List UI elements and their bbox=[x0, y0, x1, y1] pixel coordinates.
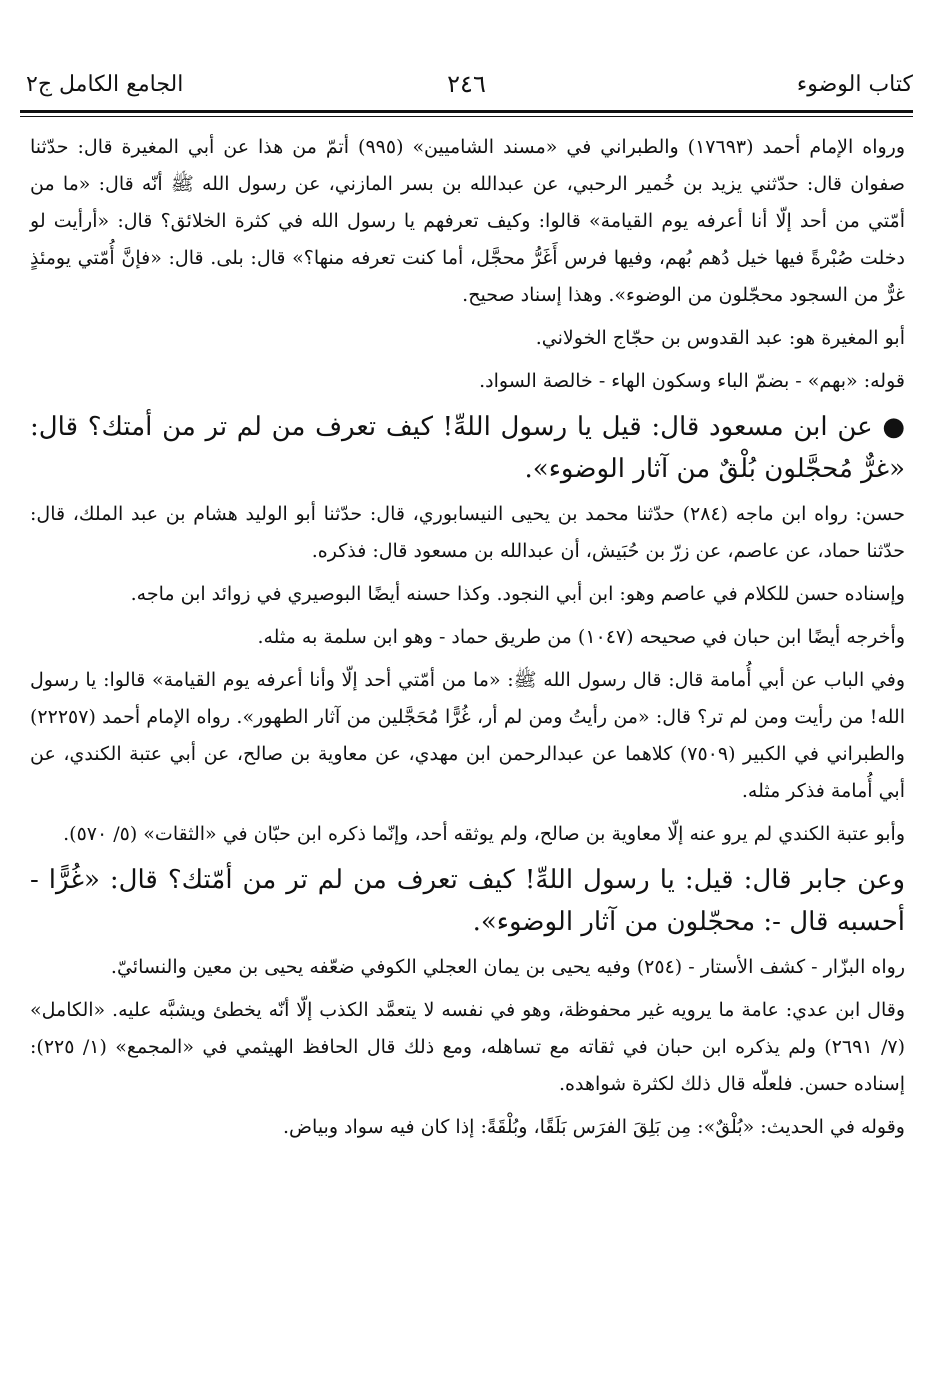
header-rule bbox=[20, 110, 913, 113]
paragraph: حسن: رواه ابن ماجه (٢٨٤) حدّثنا محمد بن يحيى النيسابوري، قال: حدّثنا أبو الوليد هشام بن عبد الملك، قال: حدّثنا حماد، عن عاصم، عن زرّ بن حُبَيش، أن عبدالله بن مسعود قال: فذكره. bbox=[30, 503, 905, 562]
paragraph: وقوله في الحديث: «بُلْقٌ»: مِن بَلِقَ الفرَس بَلَقًا، وبُلْقَةً: إذا كان فيه سواد وبياض. bbox=[283, 1116, 905, 1138]
paragraph: وإسناده حسن للكلام في عاصم وهو: ابن أبي النجود. وكذا حسنه أيضًا البوصيري في زوائد ابن ماجه. bbox=[130, 583, 905, 605]
paragraph: وفي الباب عن أبي أُمامة قال: قال رسول الله ﷺ: «ما من أمّتي أحد إلّا وأنا أعرفه يوم القيامة» قالوا: يا رسول الله! من رأيت ومن لم تر؟ قال: «من رأيتُ ومن لم أر، غُرًّا مُحَجَّلين من آثار الطهور». رواه الإمام أحمد (٢٢٢٥٧) والطبراني في الكبير (٧٥٠٩) كلاهما عن عبدالرحمن ابن مهدي، عن معاوية بن صالح، عن أبي عتبة الكندي، عن أبي أُمامة فذكر مثله. bbox=[30, 669, 905, 802]
paragraph: وقال ابن عدي: عامة ما يرويه غير محفوظة، وهو في نفسه لا يتعمَّد الكذب إلّا أنّه يخطئ ويشبَّه عليه. «الكامل» (٧/ ٢٦٩١) ولم يذكره ابن حبان في ثقاته مع تساهله، ومع ذلك قال الحافظ الهيثمي في «المجمع» (١/ ٢٢٥): إسناده حسن. فلعلّه قال ذلك لكثرة شواهده. bbox=[30, 999, 905, 1095]
book-title: كتاب الوضوء bbox=[796, 72, 913, 97]
paragraph: وأخرجه أيضًا ابن حبان في صحيحه (١٠٤٧) من طريق حماد - وهو ابن سلمة به مثله. bbox=[257, 626, 905, 648]
page-header bbox=[20, 60, 913, 108]
paragraph: ورواه الإمام أحمد (١٧٦٩٣) والطبراني في «مسند الشاميين» (٩٩٥) أتمّ من هذا عن أبي المغيرة قال: حدّثنا صفوان قال: حدّثني يزيد بن خُمير الرحبي، عن عبدالله بن بسر المازني، عن رسول الله ﷺ أنّه قال: «ما من أمّتي من أحد إلّا أنا أعرفه يوم القيامة» قالوا: وكيف تعرفهم يا رسول الله في كثرة الخلائق؟ قال: «أرأيت لو دخلت صُبْرةً فيها خيل دُهم بُهم، وفيها فرس أَغَرُّ محجَّل، أما كنت تعرفه منها؟» قال: بلى. قال: «فإنَّ أُمّتي يومئذٍ غرٌّ من السجود محجّلون من الوضوء». وهذا إسناد صحيح. bbox=[30, 136, 905, 306]
page-body bbox=[20, 117, 913, 1146]
paragraph: رواه البزّار - كشف الأستار - (٢٥٤) وفيه يحيى بن يمان العجلي الكوفي ضعّفه يحيى بن معين والنسائيّ. bbox=[110, 956, 905, 978]
page-number: ٢٤٦ bbox=[447, 70, 486, 98]
paragraph: قوله: «بهم» - بضمّ الباء وسكون الهاء - خالصة السواد. bbox=[479, 370, 905, 392]
hadith-text: وعن جابر قال: قيل: يا رسول اللهِّ! كيف تعرف من لم تر من أمّتك؟ قال: «غُرًّا - أحسبه قال -: محجّلون من آثار الوضوء». bbox=[30, 865, 905, 937]
hadith-text: ● عن ابن مسعود قال: قيل يا رسول اللهِّ! كيف تعرف من لم تر من أمتك؟ قال: «غرٌّ مُحجَّلون بُلْقٌ من آثار الوضوء». bbox=[30, 412, 905, 484]
volume-title: الجامع الكامل ج٢ bbox=[26, 72, 184, 97]
paragraph: وأبو عتبة الكندي لم يرو عنه إلّا معاوية بن صالح، ولم يوثقه أحد، وإنّما ذكره ابن حبّان في «الثقات» (٥/ ٥٧٠). bbox=[63, 823, 905, 845]
book-page bbox=[20, 60, 913, 1152]
paragraph: أبو المغيرة هو: عبد القدوس بن حجّاج الخولاني. bbox=[535, 327, 905, 349]
